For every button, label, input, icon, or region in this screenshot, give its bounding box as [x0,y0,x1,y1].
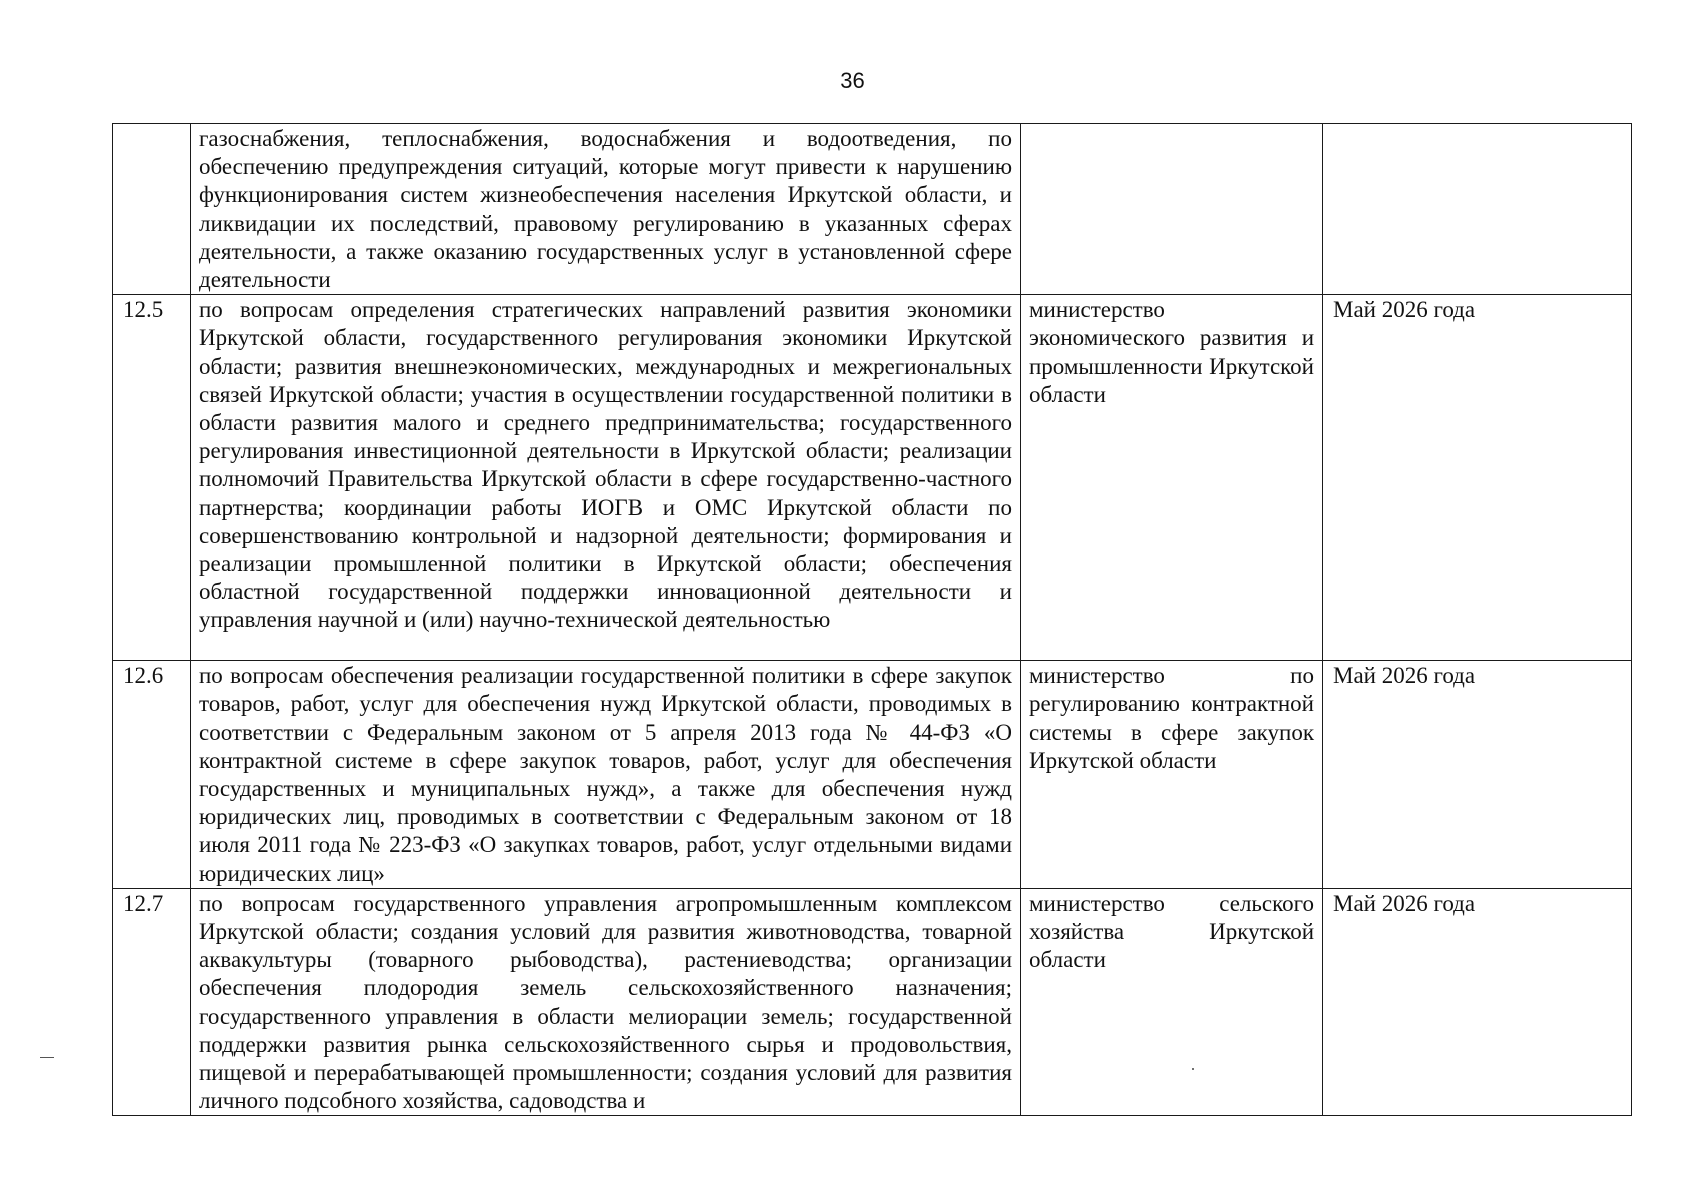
table-row [113,124,1632,295]
row-number-cell [113,124,191,295]
row-number-cell: 12.6 [113,661,191,889]
table-row [113,661,1632,889]
description-cell: по вопросам государственного управления агропромышленным комплексом Иркутской области; создания условий для развития животноводства, товарной аквакультуры (товарного рыбоводства), растениеводства; организации обеспечения плодородия земель сельскохозяйственного назначения; государственного управления в области мелиорации земель; государственной поддержки развития рынка сельскохозяйственного сырья и продовольствия, пищевой и перерабатывающей промышленности; создания условий для развития личного подсобного хозяйства, садоводства и [191,888,1021,1116]
scan-speck [1192,1068,1194,1070]
plan-table [112,123,1632,1116]
responsible-cell: министерство по регулированию контрактной системы в сфере закупок Иркутской области [1021,661,1323,889]
deadline-cell [1323,124,1632,295]
description-cell: по вопросам определения стратегических направлений развития экономики Иркутской области, государственного регулирования экономики Иркутской области; развития внешнеэкономических, международных и межрегиональных связей Иркутской области; участия в осуществлении государственной политики в области развития малого и среднего предпринимательства; государственного регулирования инвестиционной деятельности в Иркутской области; реализации полномочий Правительства Иркутской области в сфере государственно-частного партнерства; координации работы ИОГВ и ОМС Иркутской области по совершенствованию контрольной и надзорной деятельности; формирования и реализации промышленной политики в Иркутской области; обеспечения областной государственной поддержки инновационной деятельности и управления научной и (или) научно-технической деятельностью [191,295,1021,661]
row-number-cell: 12.7 [113,888,191,1116]
table-row [113,888,1632,1116]
responsible-cell: министерство сельского хозяйства Иркутской области [1021,888,1323,1116]
description-cell: газоснабжения, теплоснабжения, водоснабжения и водоотведения, по обеспечению предупреждения ситуаций, которые могут привести к нарушению функционирования систем жизнеобеспечения населения Иркутской области, и ликвидации их последствий, правовому регулированию в указанных сферах деятельности, а также оказанию государственных услуг в установленной сфере деятельности [191,124,1021,295]
description-cell: по вопросам обеспечения реализации государственной политики в сфере закупок товаров, работ, услуг для обеспечения нужд Иркутской области, проводимых в соответствии с Федеральным законом от 5 апреля 2013 года № 44-ФЗ «О контрактной системе в сфере закупок товаров, работ, услуг для обеспечения государственных и муниципальных нужд», а также для обеспечения нужд юридических лиц, проводимых в соответствии с Федеральным законом от 18 июля 2011 года № 223-ФЗ «О закупках товаров, работ, услуг отдельными видами юридических лиц» [191,661,1021,889]
responsible-cell: министерство экономического развития и промышленности Иркутской области [1021,295,1323,661]
table-row [113,295,1632,661]
row-number-cell: 12.5 [113,295,191,661]
deadline-cell: Май 2026 года [1323,295,1632,661]
deadline-cell: Май 2026 года [1323,661,1632,889]
responsible-cell [1021,124,1323,295]
page-number: 36 [840,68,865,93]
deadline-cell: Май 2026 года [1323,888,1632,1116]
scan-margin-mark [40,1057,54,1058]
